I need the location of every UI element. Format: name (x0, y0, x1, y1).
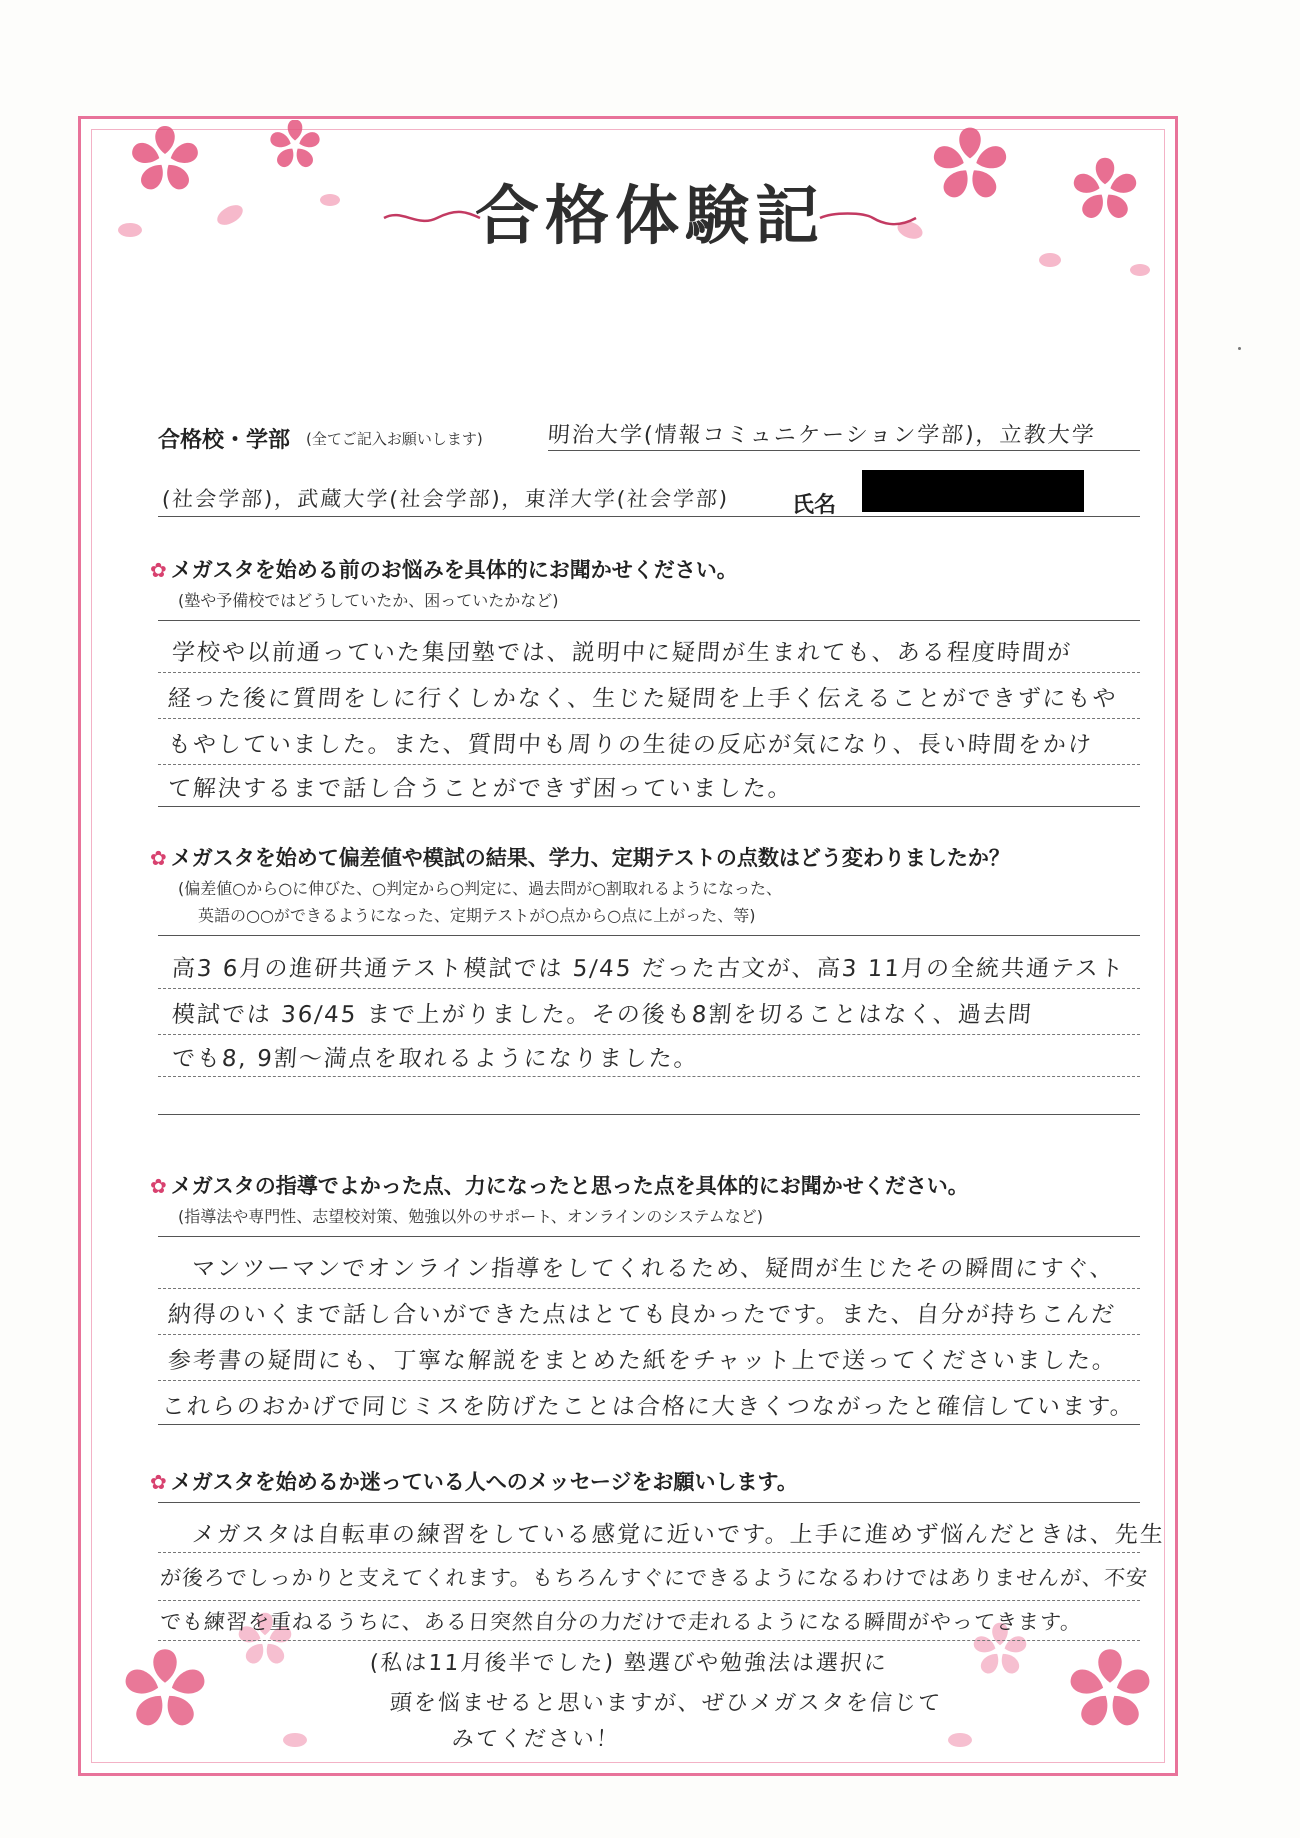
question-1-note: (塾や予備校ではどうしていたか、困っていたかなど) (178, 591, 559, 610)
q4-answer-line-6: みてください！ (450, 1727, 621, 1752)
scan-speck (1238, 347, 1241, 350)
q2-rule-3 (158, 1076, 1140, 1077)
school-field-label: 合格校・学部 (158, 428, 291, 453)
blossom-bullet-icon: ✿ (150, 558, 167, 582)
q1-rule-0 (158, 620, 1140, 621)
q3-rule-2 (158, 1334, 1140, 1335)
question-2-note-2: 英語の○○ができるようになった、定期テストが○点から○点に上がった、等) (198, 906, 756, 925)
q4-answer-line-5: 頭を悩ませると思いますが、ぜひメガスタを信じて (388, 1691, 943, 1716)
q2-answer-line-1: 高3 6月の進研共通テスト模試では 5/45 だった古文が、高3 11月の全統共通テスト (170, 956, 1126, 982)
question-2-heading (150, 842, 1010, 872)
q1-answer-line-1: 学校や以前通っていた集団塾では、説明中に疑問が生まれても、ある程度時間が (170, 640, 1073, 666)
q2-answer-line-2: 模試では 36/45 まで上がりました。その後も8割を切ることはなく、過去問 (170, 1002, 1034, 1028)
title-area (0, 165, 1300, 257)
q2-rule-0 (158, 935, 1140, 936)
q1-answer-line-2: 経った後に質問をしに行くしかなく、生じた疑問を上手く伝えることができずにもや (166, 686, 1119, 712)
title-flourish-right (818, 208, 918, 228)
q2-rule-4 (158, 1114, 1140, 1115)
question-3-note: (指導法や専門性、志望校対策、勉強以外のサポート、オンラインのシステムなど) (178, 1207, 763, 1226)
question-3-heading (150, 1170, 969, 1200)
q3-rule-1 (158, 1288, 1140, 1289)
q3-answer-line-3: 参考書の疑問にも、丁寧な解説をまとめた紙をチャット上で送ってくださいました。 (166, 1348, 1119, 1374)
q4-rule-3 (158, 1640, 1140, 1641)
school-answer-line-1: 明治大学(情報コミュニケーション学部)，立教大学 (546, 423, 1097, 448)
blossom-bullet-icon: ✿ (150, 846, 167, 870)
q1-rule-1 (158, 672, 1140, 673)
q1-answer-line-3: もやしていました。また、質問中も周りの生徒の反応が気になり、長い時間をかけ (166, 732, 1094, 758)
q4-rule-0 (158, 1502, 1140, 1503)
q1-rule-2 (158, 718, 1140, 719)
q4-answer-line-2: が後ろでしっかりと支えてくれます。もちろんすぐにできるようになるわけではありませんが、不安 (159, 1566, 1149, 1590)
q3-answer-line-4: これらのおかげで同じミスを防げたことは合格に大きくつながったと確信しています。 (160, 1394, 1136, 1420)
question-3-text: メガスタの指導でよかった点、力になったと思った点を具体的にお聞かせください。 (170, 1174, 969, 1198)
question-2-text: メガスタを始めて偏差値や模試の結果、学力、定期テストの点数はどう変わりましたか？ (170, 846, 1010, 870)
blossom-bullet-icon: ✿ (150, 1174, 167, 1198)
question-4-heading (150, 1466, 798, 1496)
name-redaction (862, 470, 1084, 512)
q4-answer-line-1: メガスタは自転車の練習をしている感覚に近いです。上手に進めず悩んだときは、先生 (190, 1522, 1166, 1548)
q1-rule-4 (158, 806, 1140, 807)
q3-rule-0 (158, 1236, 1140, 1237)
q2-rule-1 (158, 988, 1140, 989)
question-4-text: メガスタを始めるか迷っている人へのメッセージをお願いします。 (170, 1470, 798, 1494)
q2-answer-line-3: でも8, 9割〜満点を取れるようになりました。 (170, 1046, 700, 1072)
q1-rule-3 (158, 764, 1140, 765)
school-rule-2 (158, 516, 1140, 517)
q4-rule-1 (158, 1552, 1140, 1553)
question-1-heading (150, 554, 738, 584)
q3-rule-3 (158, 1380, 1140, 1381)
blossom-bullet-icon: ✿ (150, 1470, 167, 1494)
question-2-note-1: (偏差値○から○に伸びた、○判定から○判定に、過去問が○割取れるようになった、 (178, 879, 783, 898)
page-title: 合格体験記 (475, 179, 825, 254)
q4-answer-line-3: でも練習を重ねるうちに、ある日突然自分の力だけで走れるようになる瞬間がやってきます。 (159, 1610, 1084, 1634)
question-1-text: メガスタを始める前のお悩みを具体的にお聞かせください。 (170, 558, 738, 582)
q2-rule-2 (158, 1034, 1140, 1035)
q4-answer-line-4: (私は11月後半でした) 塾選びや勉強法は選択に (368, 1651, 889, 1676)
title-flourish-left (382, 208, 482, 228)
name-field-label: 氏名 (792, 493, 837, 518)
q3-answer-line-2: 納得のいくまで話し合いができた点はとても良かったです。また、自分が持ちこんだ (166, 1302, 1117, 1328)
q3-rule-4 (158, 1424, 1140, 1425)
q3-answer-line-1: マンツーマンでオンライン指導をしてくれるため、疑問が生じたその瞬間にすぐ、 (190, 1256, 1116, 1282)
q4-rule-2 (158, 1600, 1140, 1601)
school-answer-line-2: (社会学部)，武蔵大学(社会学部)，東洋大学(社会学部) (161, 487, 730, 511)
school-field-note: (全てご記入お願いします) (306, 430, 483, 448)
school-rule-1 (548, 450, 1140, 451)
q1-answer-line-4: て解決するまで話し合うことができず困っていました。 (166, 776, 794, 802)
